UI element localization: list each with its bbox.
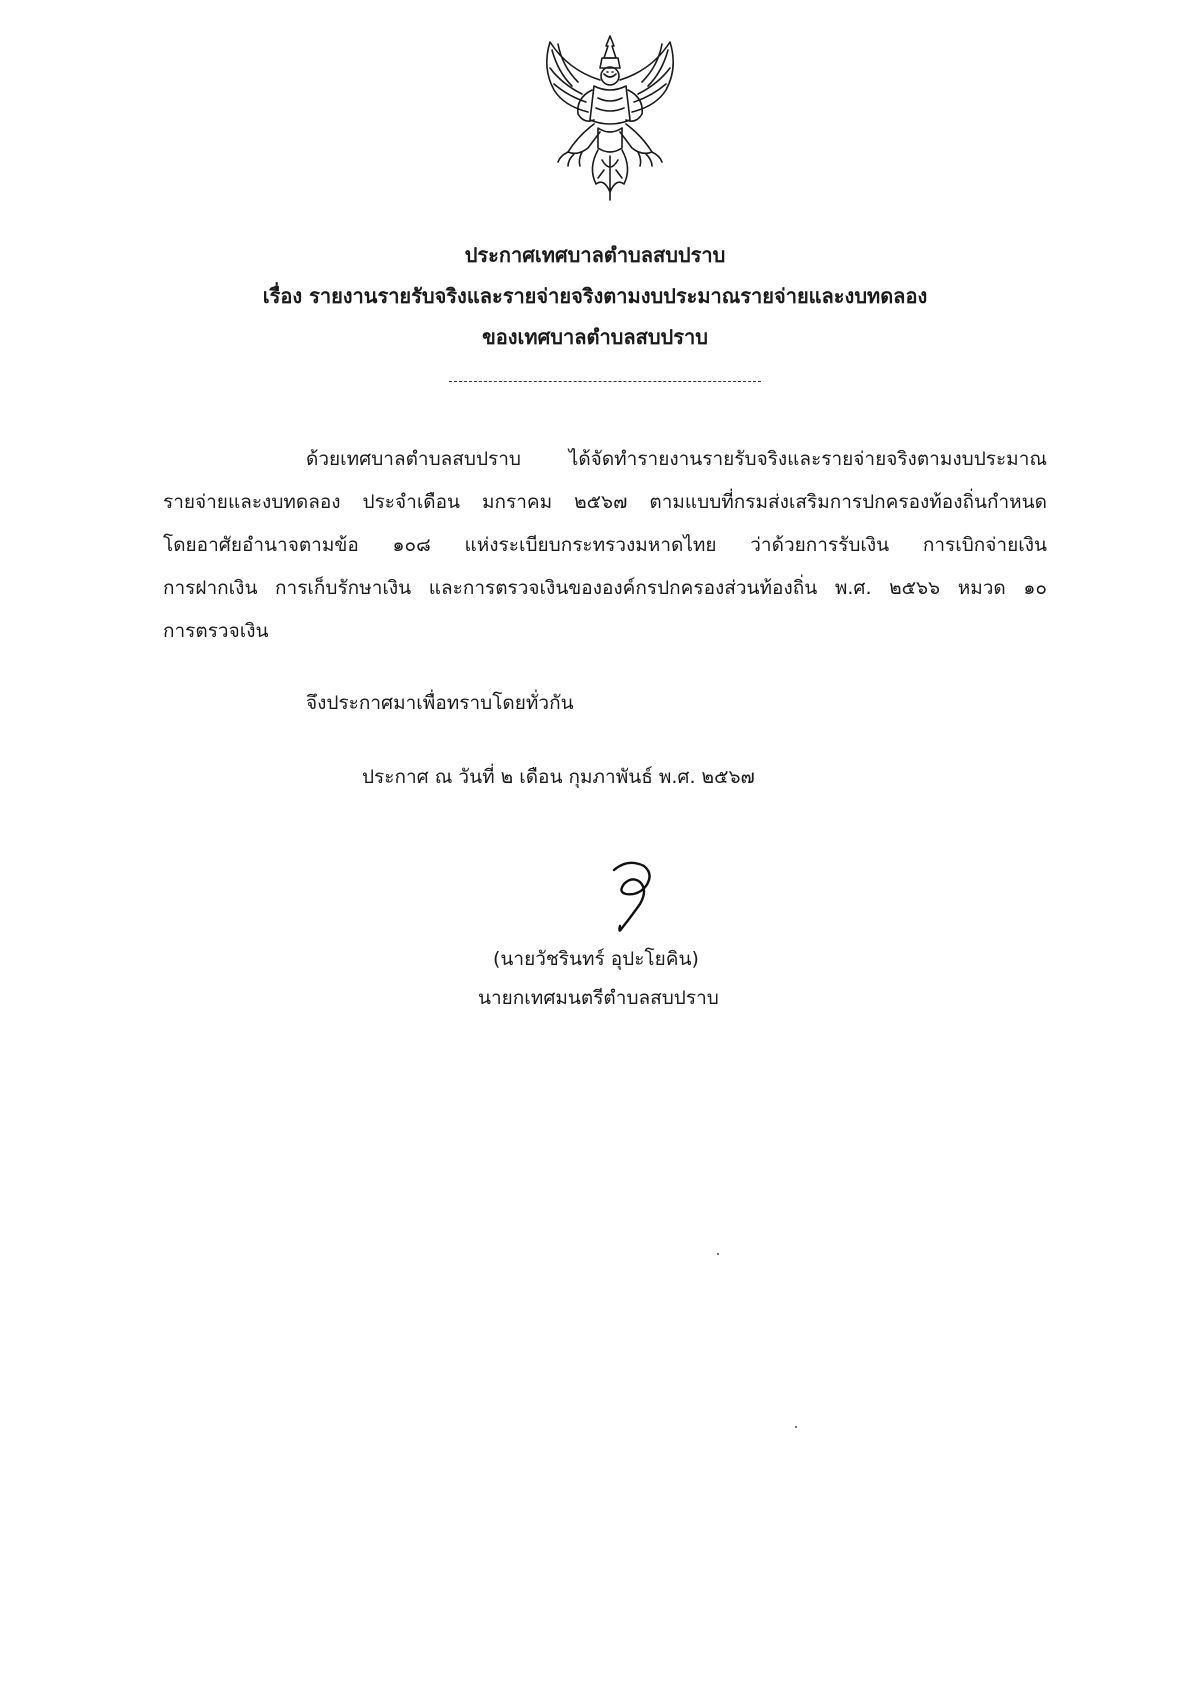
signer-name: (นายวัชรินทร์ อุปะโยคิน) [493,948,699,970]
closing-statement: จึงประกาศมาเพื่อทราบโดยทั่วกัน [306,692,574,714]
announcement-subject: เรื่อง รายงานรายรับจริงและรายจ่ายจริงตามงบประมาณรายจ่ายและงบทดลอง [262,284,928,308]
body-paragraph-line-5: การตรวจเงิน [163,620,269,642]
scan-speck [717,1253,719,1255]
body-paragraph-line-2: รายจ่ายและงบทดลอง ประจำเดือน มกราคม ๒๕๖๗ ตามแบบที่กรมส่งเสริมการปกครองท้องถิ่นกำหนด [163,491,1047,513]
garuda-emblem [528,28,692,210]
announcement-date: ประกาศ ณ วันที่ ๒ เดือน กุมภาพันธ์ พ.ศ. ๒๕๖๗ [362,766,755,788]
scan-speck [795,1426,797,1428]
body-paragraph-line-1: ด้วยเทศบาลตำบลสบปราบ ได้จัดทำรายงานรายรับจริงและรายจ่ายจริงตามงบประมาณ [306,448,1047,470]
body-paragraph-line-4: การฝากเงิน การเก็บรักษาเงิน และการตรวจเงินขององค์กรปกครองส่วนท้องถิ่น พ.ศ. ๒๕๖๖ หมวด ๑๐ [163,577,1047,599]
signature [600,856,658,936]
announcement-title: ประกาศเทศบาลตำบลสบปราบ [464,243,726,267]
announcement-subject-continued: ของเทศบาลตำบลสบปราบ [482,325,708,349]
body-paragraph-line-3: โดยอาศัยอำนาจตามข้อ ๑๐๘ แห่งระเบียบกระทรวงมหาดไทย ว่าด้วยการรับเงิน การเบิกจ่ายเงิน [163,534,1047,556]
header-divider [449,381,761,382]
signer-position: นายกเทศมนตรีตำบลสบปราบ [478,987,719,1009]
